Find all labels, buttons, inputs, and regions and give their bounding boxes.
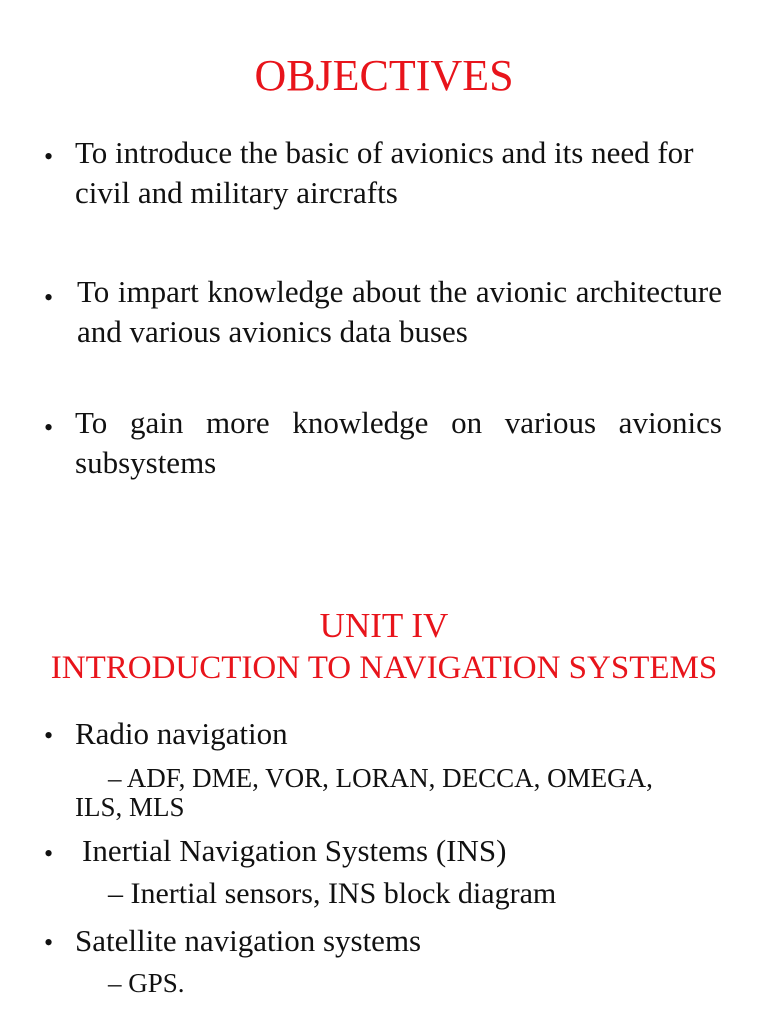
topic-detail: – Inertial sensors, INS block diagram xyxy=(108,877,557,910)
objective-item: To introduce the basic of avionics and its need for civil and military aircrafts xyxy=(75,135,694,210)
topic-label: Inertial Navigation Systems (INS) xyxy=(82,833,507,868)
bullet-icon: • xyxy=(44,721,54,750)
topic-label: Radio navigation xyxy=(75,716,288,751)
bullet-icon: • xyxy=(44,283,54,312)
objectives-heading: OBJECTIVES xyxy=(254,51,514,100)
objective-item: To impart knowledge about the avionic architecture and various avionics data buses xyxy=(77,274,722,349)
bullet-icon: • xyxy=(44,142,54,171)
bullet-icon: • xyxy=(44,413,54,442)
bullet-icon: • xyxy=(44,839,54,868)
topic-detail: – ADF, DME, VOR, LORAN, DECCA, OMEGA, xyxy=(108,763,653,793)
topic-label: Satellite navigation systems xyxy=(75,923,422,958)
bullet-icon: • xyxy=(44,928,54,957)
unit-heading: UNIT IV xyxy=(319,606,449,645)
unit-subheading: INTRODUCTION TO NAVIGATION SYSTEMS xyxy=(50,650,718,686)
topic-detail: – GPS. xyxy=(108,968,185,998)
topic-detail: ILS, MLS xyxy=(75,792,185,822)
objective-item: To gain more knowledge on various avionics subsystems xyxy=(75,405,722,480)
